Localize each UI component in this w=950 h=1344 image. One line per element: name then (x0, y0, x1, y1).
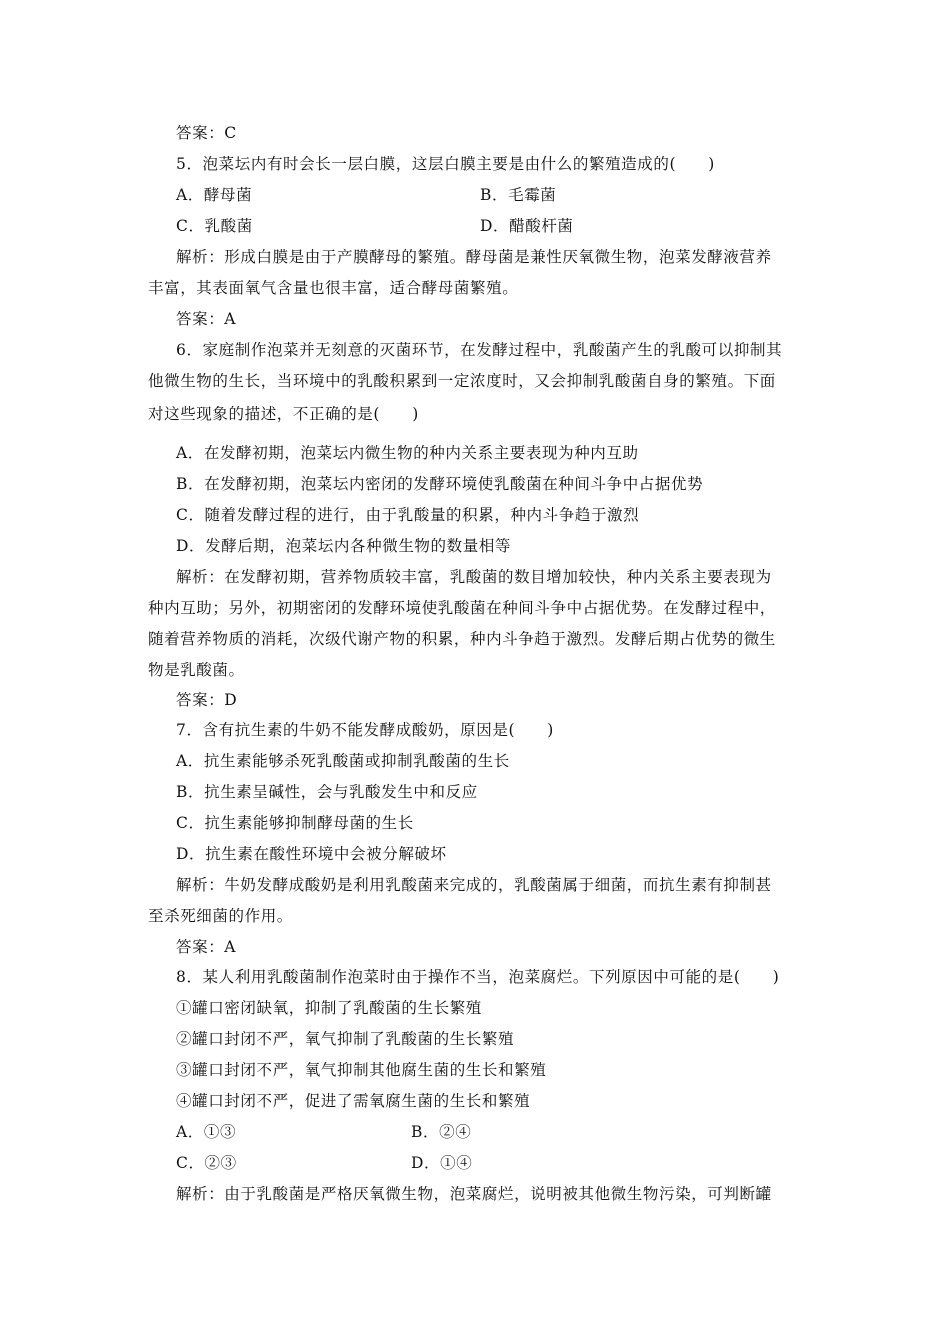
q6-option-a: A．在发酵初期，泡菜坛内微生物的种内关系主要表现为种内互助 (176, 444, 639, 462)
question-8-stem: 8．某人利用乳酸菌制作泡菜时由于操作不当，泡菜腐烂。下列原因中可能的是( ) (176, 968, 780, 986)
q8-option-c: C．②③ (176, 1154, 237, 1172)
question-5-stem: 5．泡菜坛内有时会长一层白膜，这层白膜主要是由什么的繁殖造成的( ) (176, 155, 715, 173)
q7-option-d: D．抗生素在酸性环境中会被分解破坏 (176, 845, 447, 863)
q5-option-d: D．醋酸杆菌 (480, 217, 574, 235)
q6-option-b: B．在发酵初期，泡菜坛内密闭的发酵环境使乳酸菌在种间斗争中占据优势 (176, 475, 704, 493)
question-6-stem-line-2: 他微生物的生长，当环境中的乳酸积累到一定浓度时，又会抑制乳酸菌自身的繁殖。下面 (148, 372, 776, 390)
q7-analysis-line-2: 至杀死细菌的作用。 (148, 907, 293, 925)
question-6-stem-line-1: 6．家庭制作泡菜并无刻意的灭菌环节，在发酵过程中，乳酸菌产生的乳酸可以抑制其 (176, 341, 783, 359)
answer-7: 答案：A (176, 938, 237, 956)
answer-6: 答案：D (176, 691, 238, 709)
q8-option-d: D．①④ (411, 1154, 473, 1172)
q8-statement-3: ③罐口封闭不严，氧气抑制其他腐生菌的生长和繁殖 (176, 1061, 547, 1079)
question-6-stem-line-3: 对这些现象的描述，不正确的是( ) (148, 405, 419, 423)
q8-option-a: A．①③ (176, 1123, 237, 1141)
q5-analysis-line-1: 解析：形成白膜是由于产膜酵母的繁殖。酵母菌是兼性厌氧微生物，泡菜发酵液营养 (176, 248, 772, 266)
q6-analysis-line-3: 随着营养物质的消耗，次级代谢产物的积累，种内斗争趋于激烈。发酵后期占优势的微生 (148, 630, 776, 648)
question-7-stem: 7．含有抗生素的牛奶不能发酵成酸奶，原因是( ) (176, 721, 554, 739)
q5-option-a: A．酵母菌 (176, 186, 253, 204)
q6-analysis-line-4: 物是乳酸菌。 (148, 661, 245, 679)
q5-analysis-line-2: 丰富，其表面氧气含量也很丰富，适合酵母菌繁殖。 (148, 279, 519, 297)
q8-analysis-line-1: 解析：由于乳酸菌是严格厌氧微生物，泡菜腐烂，说明被其他微生物污染，可判断罐 (176, 1185, 772, 1203)
q7-option-c: C．抗生素能够抑制酵母菌的生长 (176, 814, 414, 832)
q5-option-c: C．乳酸菌 (176, 217, 253, 235)
q8-statement-2: ②罐口封闭不严，氧气抑制了乳酸菌的生长繁殖 (176, 1030, 515, 1048)
answer-5: 答案：A (176, 310, 237, 328)
q7-analysis-line-1: 解析：牛奶发酵成酸奶是利用乳酸菌来完成的，乳酸菌属于细菌，而抗生素有抑制甚 (176, 876, 772, 894)
q8-statement-4: ④罐口封闭不严，促进了需氧腐生菌的生长和繁殖 (176, 1092, 531, 1110)
answer-4: 答案：C (176, 124, 237, 142)
q6-analysis-line-1: 解析：在发酵初期，营养物质较丰富，乳酸菌的数目增加较快，种内关系主要表现为 (176, 568, 772, 586)
q8-statement-1: ①罐口密闭缺氧，抑制了乳酸菌的生长繁殖 (176, 999, 482, 1017)
q6-option-c: C．随着发酵过程的进行，由于乳酸量的积累，种内斗争趋于激烈 (176, 506, 640, 524)
q7-option-a: A．抗生素能够杀死乳酸菌或抑制乳酸菌的生长 (176, 752, 510, 770)
q5-option-b: B．毛霉菌 (480, 186, 557, 204)
q7-option-b: B．抗生素呈碱性，会与乳酸发生中和反应 (176, 783, 478, 801)
q8-option-b: B．②④ (411, 1123, 472, 1141)
q6-analysis-line-2: 种内互助；另外，初期密闭的发酵环境使乳酸菌在种间斗争中占据优势。在发酵过程中， (148, 599, 776, 617)
q6-option-d: D．发酵后期，泡菜坛内各种微生物的数量相等 (176, 537, 512, 555)
